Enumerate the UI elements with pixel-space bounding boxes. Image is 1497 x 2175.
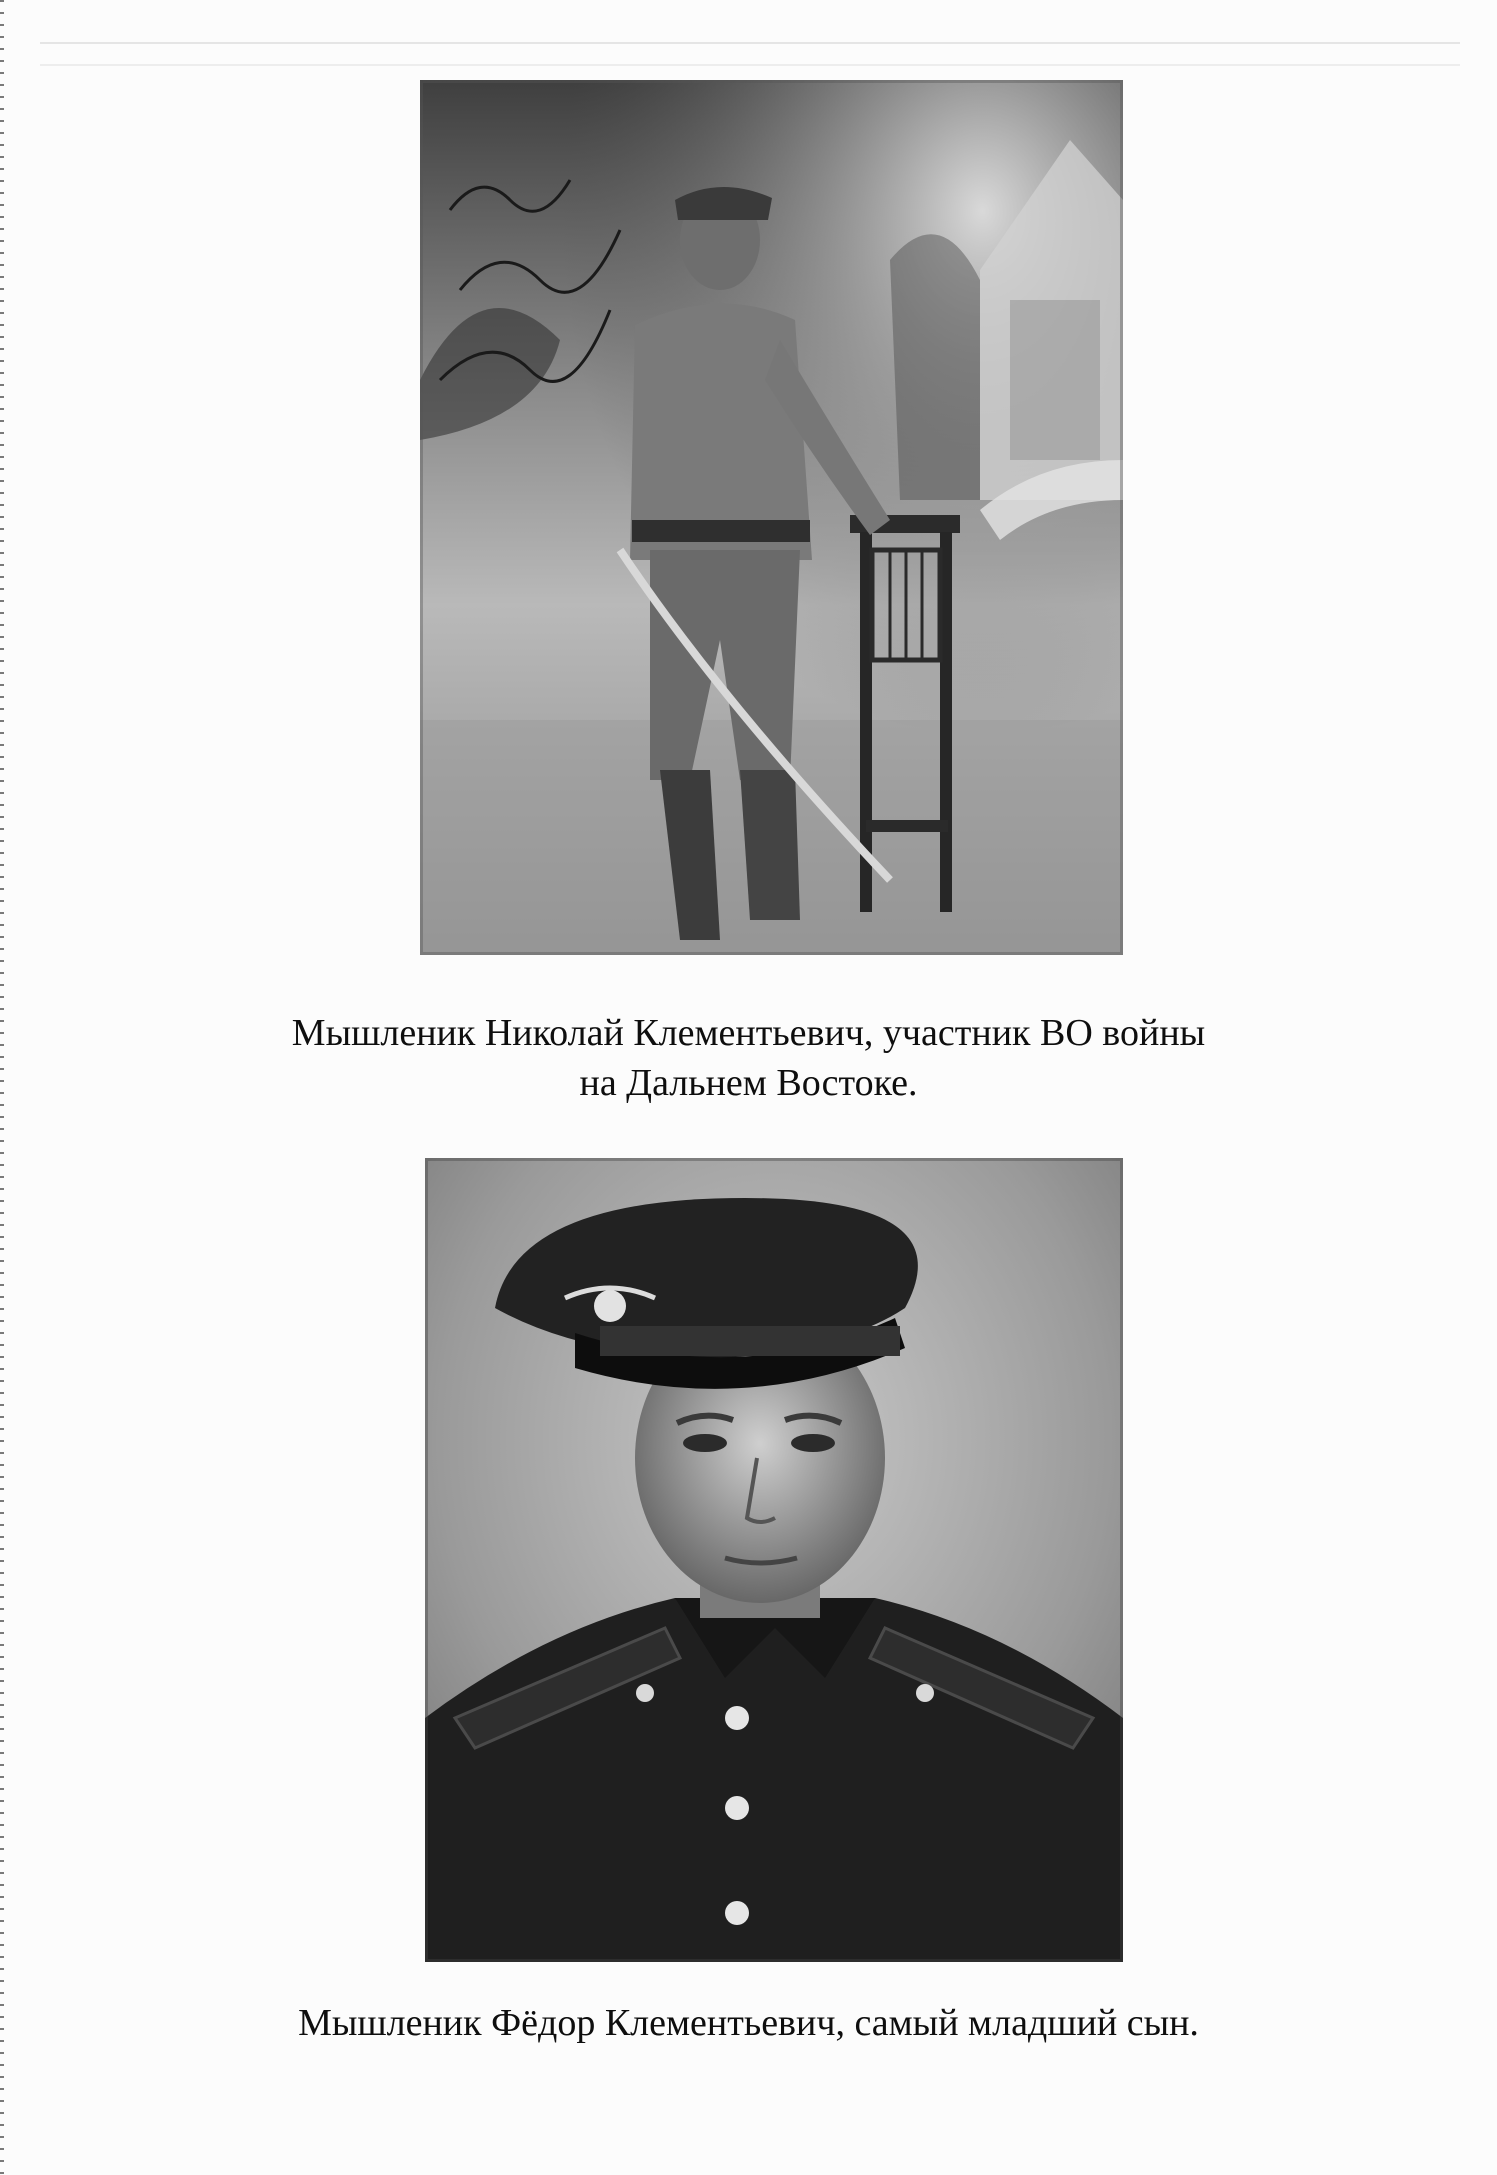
photo-caption — [0, 1998, 1497, 2048]
bleed-through-line — [40, 64, 1460, 66]
caption-line: Мышленик Николай Клементьевич, участник ВО войны — [291, 1012, 1206, 1054]
caption-line: на Дальнем Востоке. — [579, 1062, 918, 1104]
photo-soldier-image — [420, 80, 1123, 955]
photo-caption — [0, 1008, 1497, 1108]
bleed-through-line — [40, 42, 1460, 44]
photo-officer-portrait — [425, 1158, 1123, 1962]
photo-soldier-standing — [420, 80, 1123, 955]
photo-officer-image — [425, 1158, 1123, 1962]
caption-line: Мышленик Фёдор Клементьевич, самый младший сын. — [298, 2002, 1199, 2044]
